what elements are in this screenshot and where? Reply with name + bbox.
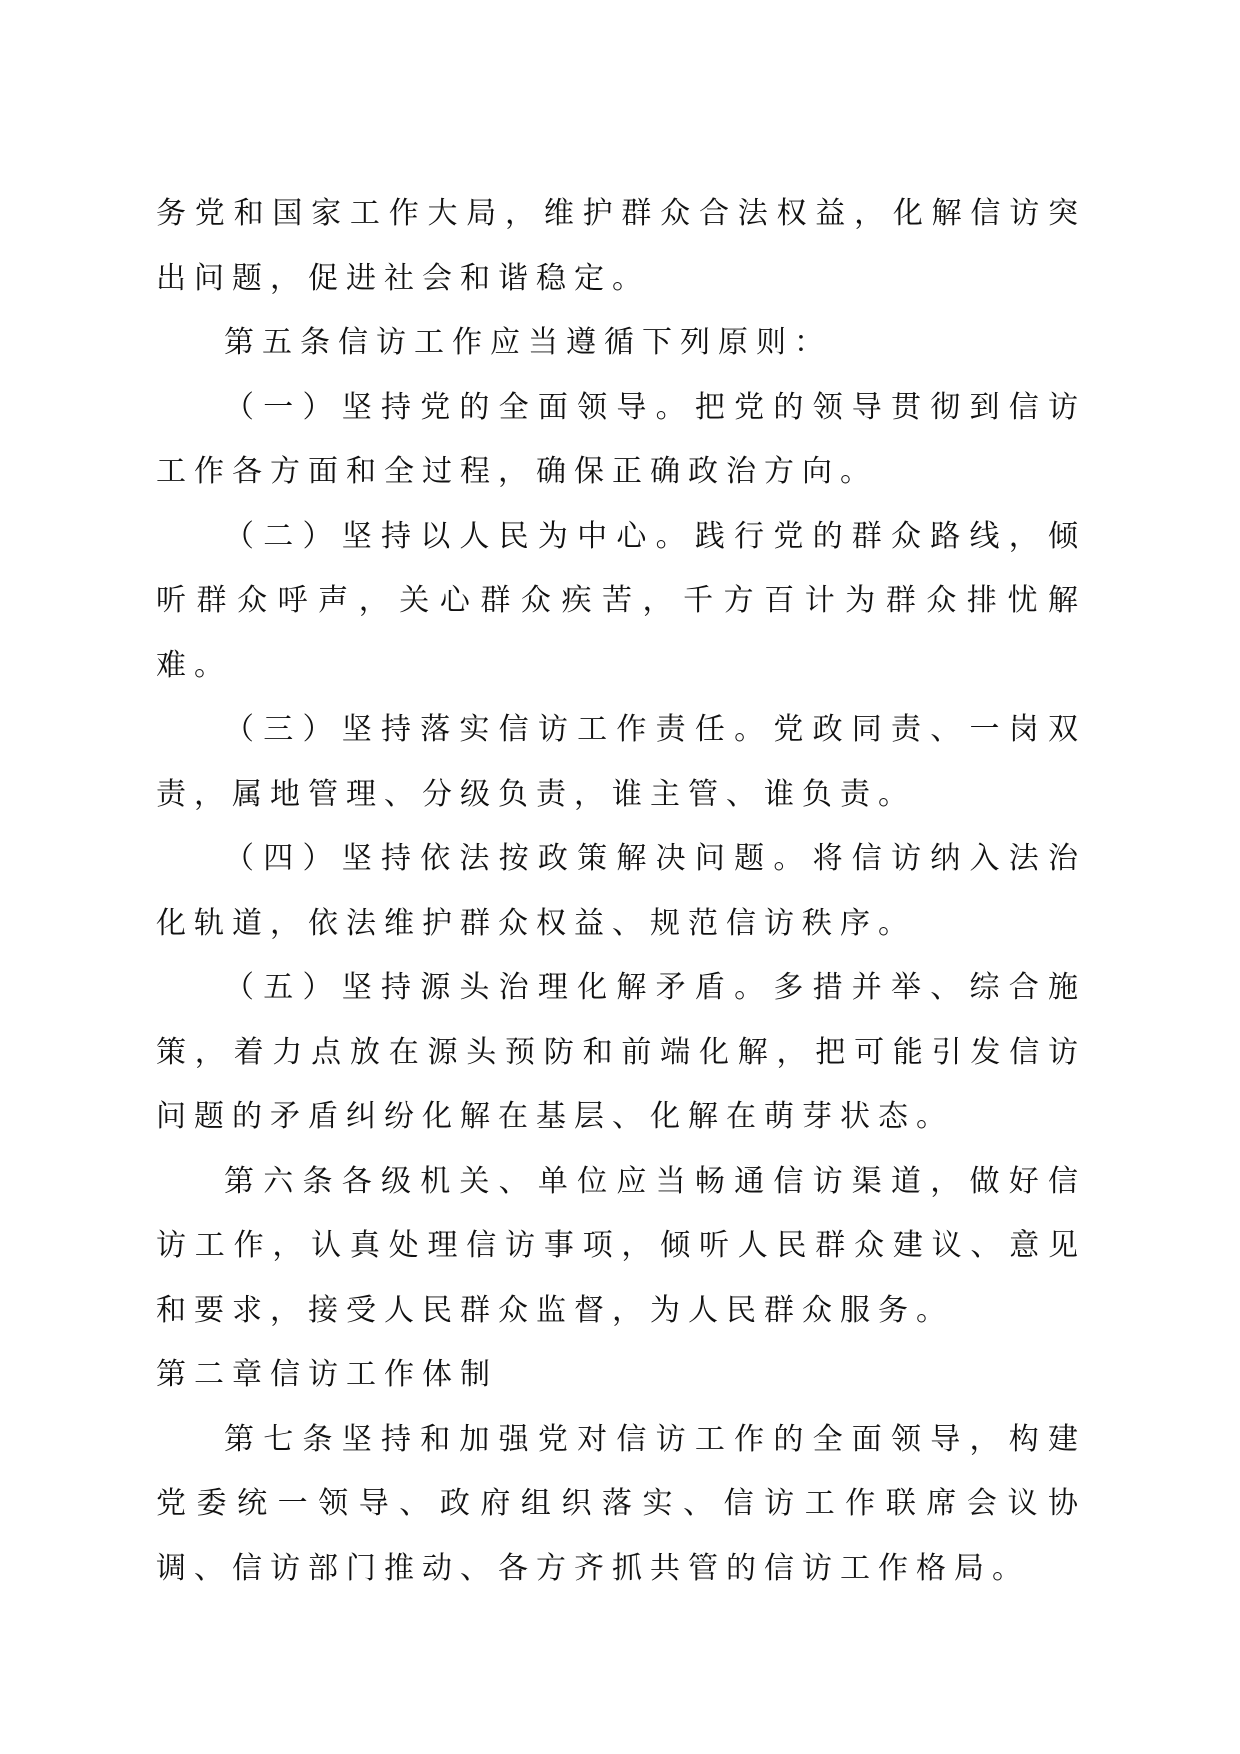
principle-3: （三）坚持落实信访工作责任。党政同责、一岗双责，属地管理、分级负责，谁主管、谁负责。	[156, 712, 1086, 812]
document-body	[156, 182, 1086, 1601]
paragraph-continuation: 务党和国家工作大局，维护群众合法权益，化解信访突出问题，促进社会和谐稳定。	[156, 196, 1086, 296]
principle-2: （二）坚持以人民为中心。践行党的群众路线，倾听群众呼声，关心群众疾苦，千方百计为群众排忧解难。	[156, 518, 1086, 683]
chapter-2-heading: 第二章信访工作体制	[156, 1357, 498, 1392]
article-6: 第六条各级机关、单位应当畅通信访渠道，做好信访工作，认真处理信访事项，倾听人民群众建议、意见和要求，接受人民群众监督，为人民群众服务。	[156, 1163, 1086, 1328]
article-7: 第七条坚持和加强党对信访工作的全面领导，构建党委统一领导、政府组织落实、信访工作联席会议协调、信访部门推动、各方齐抓共管的信访工作格局。	[156, 1421, 1086, 1586]
principle-4: （四）坚持依法按政策解决问题。将信访纳入法治化轨道，依法维护群众权益、规范信访秩序。	[156, 841, 1086, 941]
article-5-intro: 第五条信访工作应当遵循下列原则：	[224, 325, 832, 360]
principle-1: （一）坚持党的全面领导。把党的领导贯彻到信访工作各方面和全过程，确保正确政治方向。	[156, 389, 1086, 489]
principle-5: （五）坚持源头治理化解矛盾。多措并举、综合施策，着力点放在源头预防和前端化解，把可能引发信访问题的矛盾纠纷化解在基层、化解在萌芽状态。	[156, 970, 1086, 1134]
